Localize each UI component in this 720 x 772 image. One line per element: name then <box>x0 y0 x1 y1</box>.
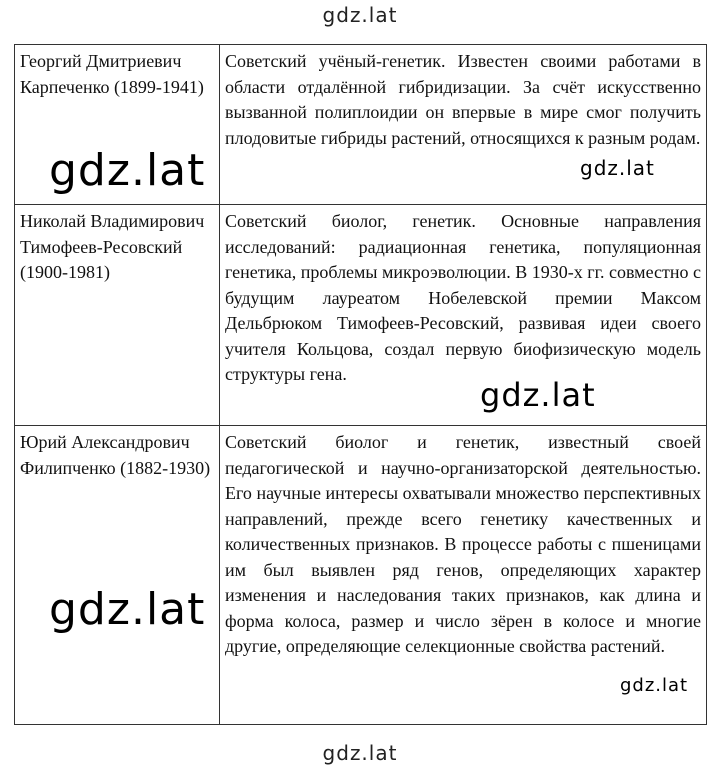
watermark-overlay: gdz.lat <box>49 584 206 635</box>
table-row <box>15 426 707 725</box>
name-cell <box>15 45 220 205</box>
watermark-overlay: gdz.lat <box>480 376 596 414</box>
scientist-description: Советский биолог и генетик, известный своей педагогической и научно-организаторской деятельностью. Его научные интересы охватывали множество перспективных направлений, прежде всего генетику качественных и количественных признаков. В процессе работы с пшеницами им был выявлен ряд генов, определяющих характер изменения и наследования таких признаков, как длина и форма колоса, размер и число зёрен в колосе и многие другие, определяющие селекционные свойства растений. <box>225 432 701 656</box>
description-cell <box>220 45 707 205</box>
scientist-description: Советский биолог, генетик. Основные направления исследований: радиационная генетика, популяционная генетика, проблемы микроэволюции. В 1930-х гг. совместно с будущим лауреатом Нобелевской премии Максом Дельбрюком Тимофеев-Ресовский, развивая идеи своего учителя Кольцова, создал первую биофизическую модель структуры гена. <box>225 211 701 384</box>
scientist-name: Георгий Дмитриевич Карпеченко (1899-1941) <box>20 51 204 97</box>
table-row <box>15 45 707 205</box>
watermark-header: gdz.lat <box>322 3 398 27</box>
scientist-description: Советский учёный-генетик. Известен своими работами в области отдалённой гибридизации. За счёт искусственно вызванной полиплоидии он впервые в мире смог получить плодовитые гибриды растений, относящихся к разным родам. <box>225 51 701 148</box>
name-cell <box>15 205 220 426</box>
watermark-overlay: gdz.lat <box>580 156 655 180</box>
name-cell <box>15 426 220 725</box>
table-row <box>15 205 707 426</box>
watermark-overlay: gdz.lat <box>49 145 206 196</box>
scientist-name: Николай Владимирович Тимофеев-Ресовский (1900-1981) <box>20 211 205 282</box>
scientist-name: Юрий Александрович Филипченко (1882-1930) <box>20 432 211 478</box>
watermark-footer: gdz.lat <box>322 741 398 765</box>
description-cell <box>220 205 707 426</box>
scientists-table <box>14 44 707 725</box>
description-cell <box>220 426 707 725</box>
watermark-overlay: gdz.lat <box>620 675 689 696</box>
